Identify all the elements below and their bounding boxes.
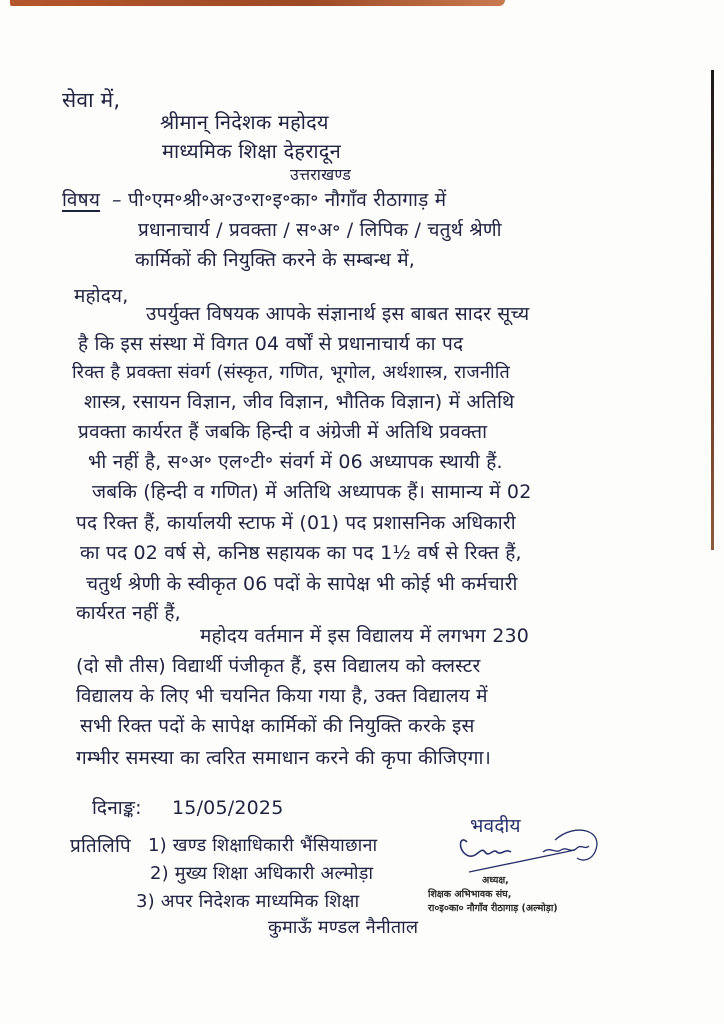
signature	[455, 822, 615, 877]
body-line: गम्भीर समस्या का त्वरित समाधान करने की कृपा कीजिएगा।	[76, 747, 491, 769]
subject-line-3: कार्मिकों की नियुक्ति करने के सम्बन्ध में,	[135, 249, 415, 271]
body-line: सभी रिक्त पदों के सापेक्ष कार्मिकों की नियुक्ति करके इस	[80, 715, 475, 737]
copy-line-2: 2) मुख्य शिक्षा अधिकारी अल्मोड़ा	[150, 863, 374, 884]
body-line: पद रिक्त हैं, कार्यालयी स्टाफ में (01) पद प्रशासनिक अधिकारी	[76, 512, 516, 534]
body-line: प्रवक्ता कार्यरत हैं जबकि हिन्दी व अंग्रेजी में अतिथि प्रवक्ता	[78, 421, 488, 443]
addressee-line-2: माध्यमिक शिक्षा देहरादून	[162, 139, 341, 163]
copy-label: प्रतिलिपि	[70, 835, 131, 857]
copy-line-1: 1) खण्ड शिक्षाधिकारी भैंसियाछाना	[148, 835, 378, 856]
addressee-line-1: श्रीमान् निदेशक महोदय	[160, 110, 329, 134]
stamp-line-1: अध्यक्ष,	[482, 875, 509, 886]
body-line: रिक्त है प्रवक्ता संवर्ग (संस्कृत, गणित, भूगोल, अर्थशास्त्र, राजनीति	[72, 362, 510, 383]
scan-edge-right	[711, 70, 714, 550]
date-value: 15/05/2025	[172, 797, 284, 819]
body-line: महोदय वर्तमान में इस विद्यालय में लगभग 230	[200, 625, 530, 647]
body-line: चतुर्थ श्रेणी के स्वीकृत 06 पदों के सापेक्ष भी कोई भी कर्मचारी	[86, 573, 518, 595]
body-line: (दो सौ तीस) विद्यार्थी पंजीकृत हैं, इस विद्यालय को क्लस्टर	[76, 655, 481, 677]
body-line: का पद 02 वर्ष से, कनिष्ठ सहायक का पद 1½ वर्ष से रिक्त हैं,	[80, 542, 522, 564]
body-line: शास्त्र, रसायन विज्ञान, जीव विज्ञान, भौतिक विज्ञान) में अतिथि	[84, 391, 515, 413]
copy-line-3: 3) अपर निदेशक माध्यमिक शिक्षा	[136, 891, 360, 912]
greeting: महोदय,	[74, 285, 129, 307]
subject-line-1: – पी॰एम॰श्री॰अ॰उ॰रा॰इ॰का॰ नौगाँव रीठागाड़ में	[112, 189, 447, 211]
salutation-to: सेवा में,	[62, 88, 121, 112]
body-line: जबकि (हिन्दी व गणित) में अतिथि अध्यापक हैं। सामान्य में 02	[92, 481, 532, 503]
closing: भवदीय	[470, 815, 521, 837]
body-line: कार्यरत नहीं हैं,	[76, 602, 181, 624]
stamp-line-3: रा०इ०का० नौगाँव रीठागाड़ (अल्मोड़ा)	[428, 903, 558, 914]
subject-line-2: प्रधानाचार्य / प्रवक्ता / स॰अ॰ / लिपिक / चतुर्थ श्रेणी	[138, 219, 502, 241]
date-label: दिनाङ्क:	[92, 797, 142, 819]
scan-edge-top	[10, 0, 505, 6]
body-line: है कि इस संस्था में विगत 04 वर्षों से प्रधानाचार्य का पद	[78, 333, 464, 355]
stamp-line-2: शिक्षक अभिभावक संघ,	[428, 889, 512, 900]
body-line: उपर्युक्त विषयक आपके संज्ञानार्थ इस बाबत सादर सूच्य	[146, 303, 530, 325]
body-line: भी नहीं है, स॰अ॰ एल॰टी॰ संवर्ग में 06 अध्यापक स्थायी हैं.	[88, 451, 503, 473]
subject-label: विषय	[62, 189, 101, 211]
copy-line-4: कुमाऊँ मण्डल नैनीताल	[268, 917, 419, 938]
addressee-line-3: उत्तराखण्ड	[290, 165, 351, 184]
body-line: विद्यालय के लिए भी चयनित किया गया है, उक्त विद्यालय में	[76, 685, 488, 707]
